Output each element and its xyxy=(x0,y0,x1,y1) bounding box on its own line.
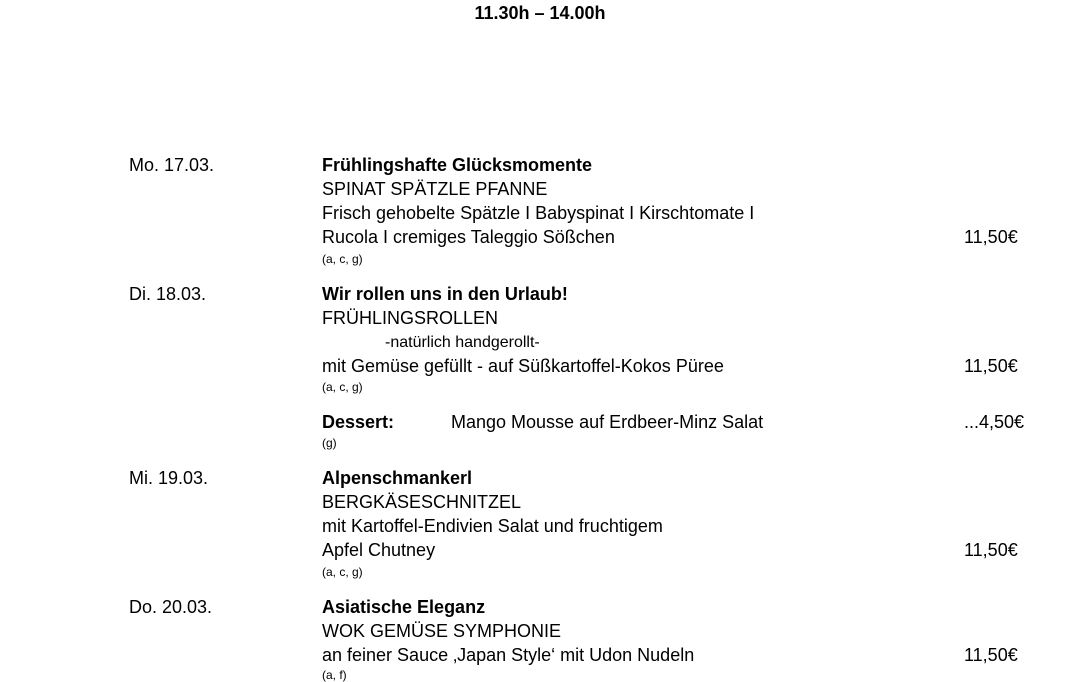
day-label: Do. 20.03. xyxy=(129,597,213,617)
dish-title: Asiatische Eleganz xyxy=(322,597,486,617)
dish-description: Frisch gehobelte Spätzle I Babyspinat I Kirschtomate I xyxy=(322,203,755,223)
dessert-price: ...4,50€ xyxy=(964,412,1025,432)
dish-subtitle: -natürlich handgerollt- xyxy=(385,334,540,351)
dish-price: 11,50€ xyxy=(964,645,1018,665)
dessert-allergen-codes: (g) xyxy=(322,436,337,450)
dish-name: FRÜHLINGSROLLEN xyxy=(322,308,499,328)
allergen-codes: (a, c, g) xyxy=(322,565,363,579)
dish-name: BERGKÄSESCHNITZEL xyxy=(322,492,522,512)
day-label: Mi. 19.03. xyxy=(129,468,209,488)
dish-name: WOK GEMÜSE SYMPHONIE xyxy=(322,621,562,641)
dish-title: Frühlingshafte Glücksmomente xyxy=(322,155,593,175)
dish-description: mit Gemüse gefüllt - auf Süßkartoffel-Kokos Püree xyxy=(322,356,724,376)
dish-description: an feiner Sauce ‚Japan Style‘ mit Udon Nudeln xyxy=(322,645,695,665)
dish-price: 11,50€ xyxy=(964,356,1018,376)
day-label: Mo. 17.03. xyxy=(129,155,215,175)
dessert-label: Dessert: xyxy=(322,412,395,432)
dessert-name: Mango Mousse auf Erdbeer-Minz Salat xyxy=(451,412,764,432)
allergen-codes: (a, c, g) xyxy=(322,252,363,266)
dish-title: Wir rollen uns in den Urlaub! xyxy=(322,284,568,304)
dish-description: Rucola I cremiges Taleggio Sößchen xyxy=(322,227,615,247)
allergen-codes: (a, c, g) xyxy=(322,380,363,394)
dish-price: 11,50€ xyxy=(964,540,1018,560)
day-label: Di. 18.03. xyxy=(129,284,207,304)
dish-description: mit Kartoffel-Endivien Salat und fruchtigem xyxy=(322,516,663,536)
dish-name: SPINAT SPÄTZLE PFANNE xyxy=(322,179,548,199)
opening-hours: 11.30h – 14.00h xyxy=(474,3,606,23)
allergen-codes: (a, f) xyxy=(322,668,347,682)
dish-price: 11,50€ xyxy=(964,227,1018,247)
dish-description: Apfel Chutney xyxy=(322,540,436,560)
dish-title: Alpenschmankerl xyxy=(322,468,473,488)
